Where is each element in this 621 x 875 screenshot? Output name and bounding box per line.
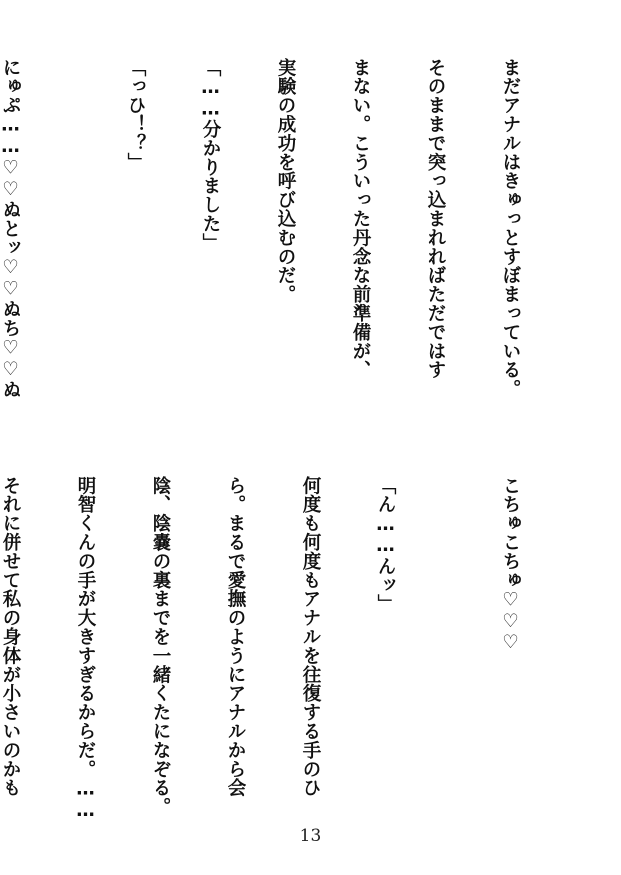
page-number: 13	[299, 826, 322, 846]
text-line: 「ん……んッ」	[375, 476, 396, 614]
text-line: そのままで突っ込まれればただではす	[425, 58, 446, 380]
text-line: こちゅこちゅ♡♡♡	[500, 476, 521, 654]
text-line: 「……分かりました」	[200, 58, 221, 252]
text-block-top	[0, 58, 573, 418]
text-line: 陰、陰嚢の裏までを一緒くたになぞる。	[150, 476, 171, 817]
text-line: 「っひ！？」	[125, 58, 146, 172]
text-line: 実験の成功を呼び込むのだ。	[275, 58, 296, 304]
text-line: にゅぷ……♡♡ぬとッ♡♡ぬち♡♡ぬ	[0, 58, 21, 400]
text-line: 何度も何度もアナルを往復する手のひ	[300, 476, 321, 798]
text-line: まない。こういった丹念な前準備が、	[350, 58, 371, 380]
text-line: ら。まるで愛撫のようにアナルから会	[225, 476, 246, 798]
text-line: 明智くんの手が大きすぎるからだ。……	[75, 476, 96, 822]
text-block-bottom	[0, 476, 573, 836]
text-line: まだアナルはきゅっとすぼまっている。	[500, 58, 521, 399]
text-line: それに併せて私の身体が小さいのかも	[0, 476, 21, 798]
